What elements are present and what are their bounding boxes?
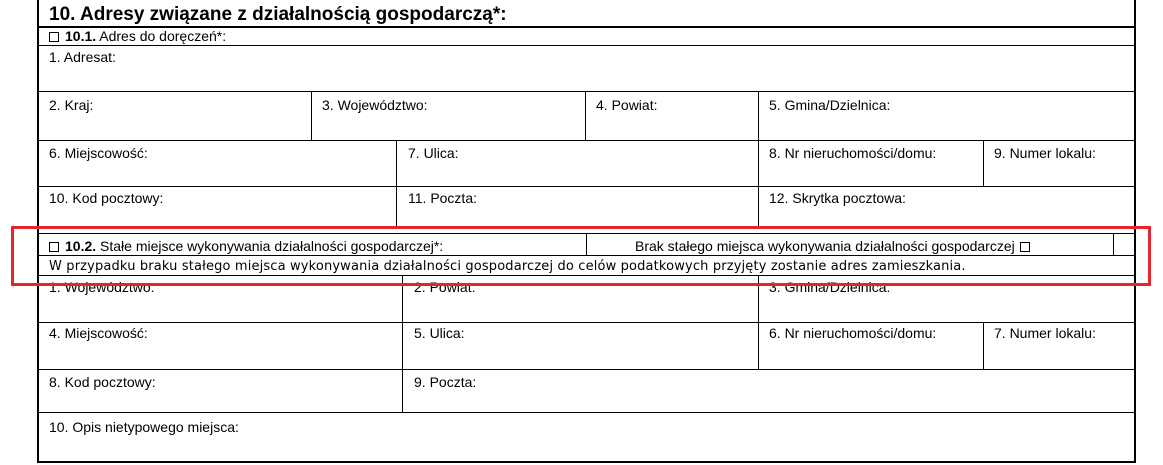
divider (983, 322, 984, 369)
field-ulica[interactable]: 7. Ulica: (408, 145, 459, 161)
divider (586, 233, 587, 255)
field-nr-lokalu[interactable]: 9. Numer lokalu: (994, 145, 1096, 161)
divider (758, 91, 759, 140)
field-powiat[interactable]: 4. Powiat: (596, 97, 658, 113)
section-label: Stałe miejsce wykonywania działalności gospodarczej*: (96, 238, 444, 254)
field-kraj[interactable]: 2. Kraj: (49, 97, 94, 113)
section-label: Adres do doręczeń*: (96, 28, 227, 44)
field-ulica-2[interactable]: 5. Ulica: (414, 325, 465, 341)
section-number: 10.1. (65, 28, 97, 44)
divider (758, 140, 759, 226)
divider (39, 412, 1134, 413)
section-10-2-header (49, 238, 443, 254)
field-nr-domu[interactable]: 8. Nr nieruchomości/domu: (769, 145, 937, 161)
field-miejscowosc-2[interactable]: 4. Miejscowość: (49, 325, 148, 341)
field-gmina-2[interactable]: 3. Gmina/Dzielnica: (769, 279, 891, 295)
field-powiat-2[interactable]: 2. Powiat: (414, 279, 476, 295)
field-poczta-2[interactable]: 9. Poczta: (414, 374, 477, 390)
field-skrytka[interactable]: 12. Skrytka pocztowa: (769, 190, 906, 206)
field-poczta[interactable]: 11. Poczta: (408, 190, 478, 206)
divider (39, 140, 1134, 141)
field-kod-pocztowy[interactable]: 10. Kod pocztowy: (49, 190, 164, 206)
checkbox-no-fixed-place[interactable] (1020, 242, 1030, 252)
divider (39, 255, 1134, 256)
divider (311, 91, 312, 140)
note-text: W przypadku braku stałego miejsca wykonywania działalności gospodarczej do celów podatkowych przyjęty zostanie adres zamieszkania. (49, 259, 966, 274)
field-nr-domu-2[interactable]: 6. Nr nieruchomości/domu: (769, 325, 937, 341)
field-kod-pocztowy-2[interactable]: 8. Kod pocztowy: (49, 374, 156, 390)
field-wojewodztwo[interactable]: 3. Województwo: (322, 97, 428, 113)
checkbox-10-2[interactable] (49, 242, 59, 252)
divider (39, 275, 1134, 276)
field-gmina[interactable]: 5. Gmina/Dzielnica: (769, 97, 891, 113)
section-number: 10.2. (65, 238, 97, 254)
divider (396, 140, 397, 226)
no-fixed-place-label: Brak stałego miejsca wykonywania działalności gospodarczej (635, 238, 1015, 254)
address-form (37, 0, 1136, 463)
divider (39, 322, 1134, 323)
field-adresat[interactable]: 1. Adresat: (49, 49, 116, 65)
divider (39, 226, 1134, 227)
divider (585, 91, 586, 140)
field-miejscowosc[interactable]: 6. Miejscowość: (49, 145, 148, 161)
divider (402, 275, 403, 412)
divider (39, 91, 1134, 92)
divider (39, 45, 1134, 46)
divider (983, 140, 984, 186)
field-opis[interactable]: 10. Opis nietypowego miejsca: (49, 419, 239, 435)
field-wojewodztwo-2[interactable]: 1. Województwo: (49, 279, 155, 295)
section-title: 10. Adresy związane z działalnością gospodarczą*: (49, 4, 507, 25)
divider (39, 186, 1134, 187)
checkbox-10-1[interactable] (49, 32, 59, 42)
divider (1113, 233, 1114, 255)
section-10-1-header (49, 28, 226, 44)
no-fixed-place-option (635, 238, 1030, 254)
divider (39, 369, 1134, 370)
field-nr-lokalu-2[interactable]: 7. Numer lokalu: (994, 325, 1096, 341)
